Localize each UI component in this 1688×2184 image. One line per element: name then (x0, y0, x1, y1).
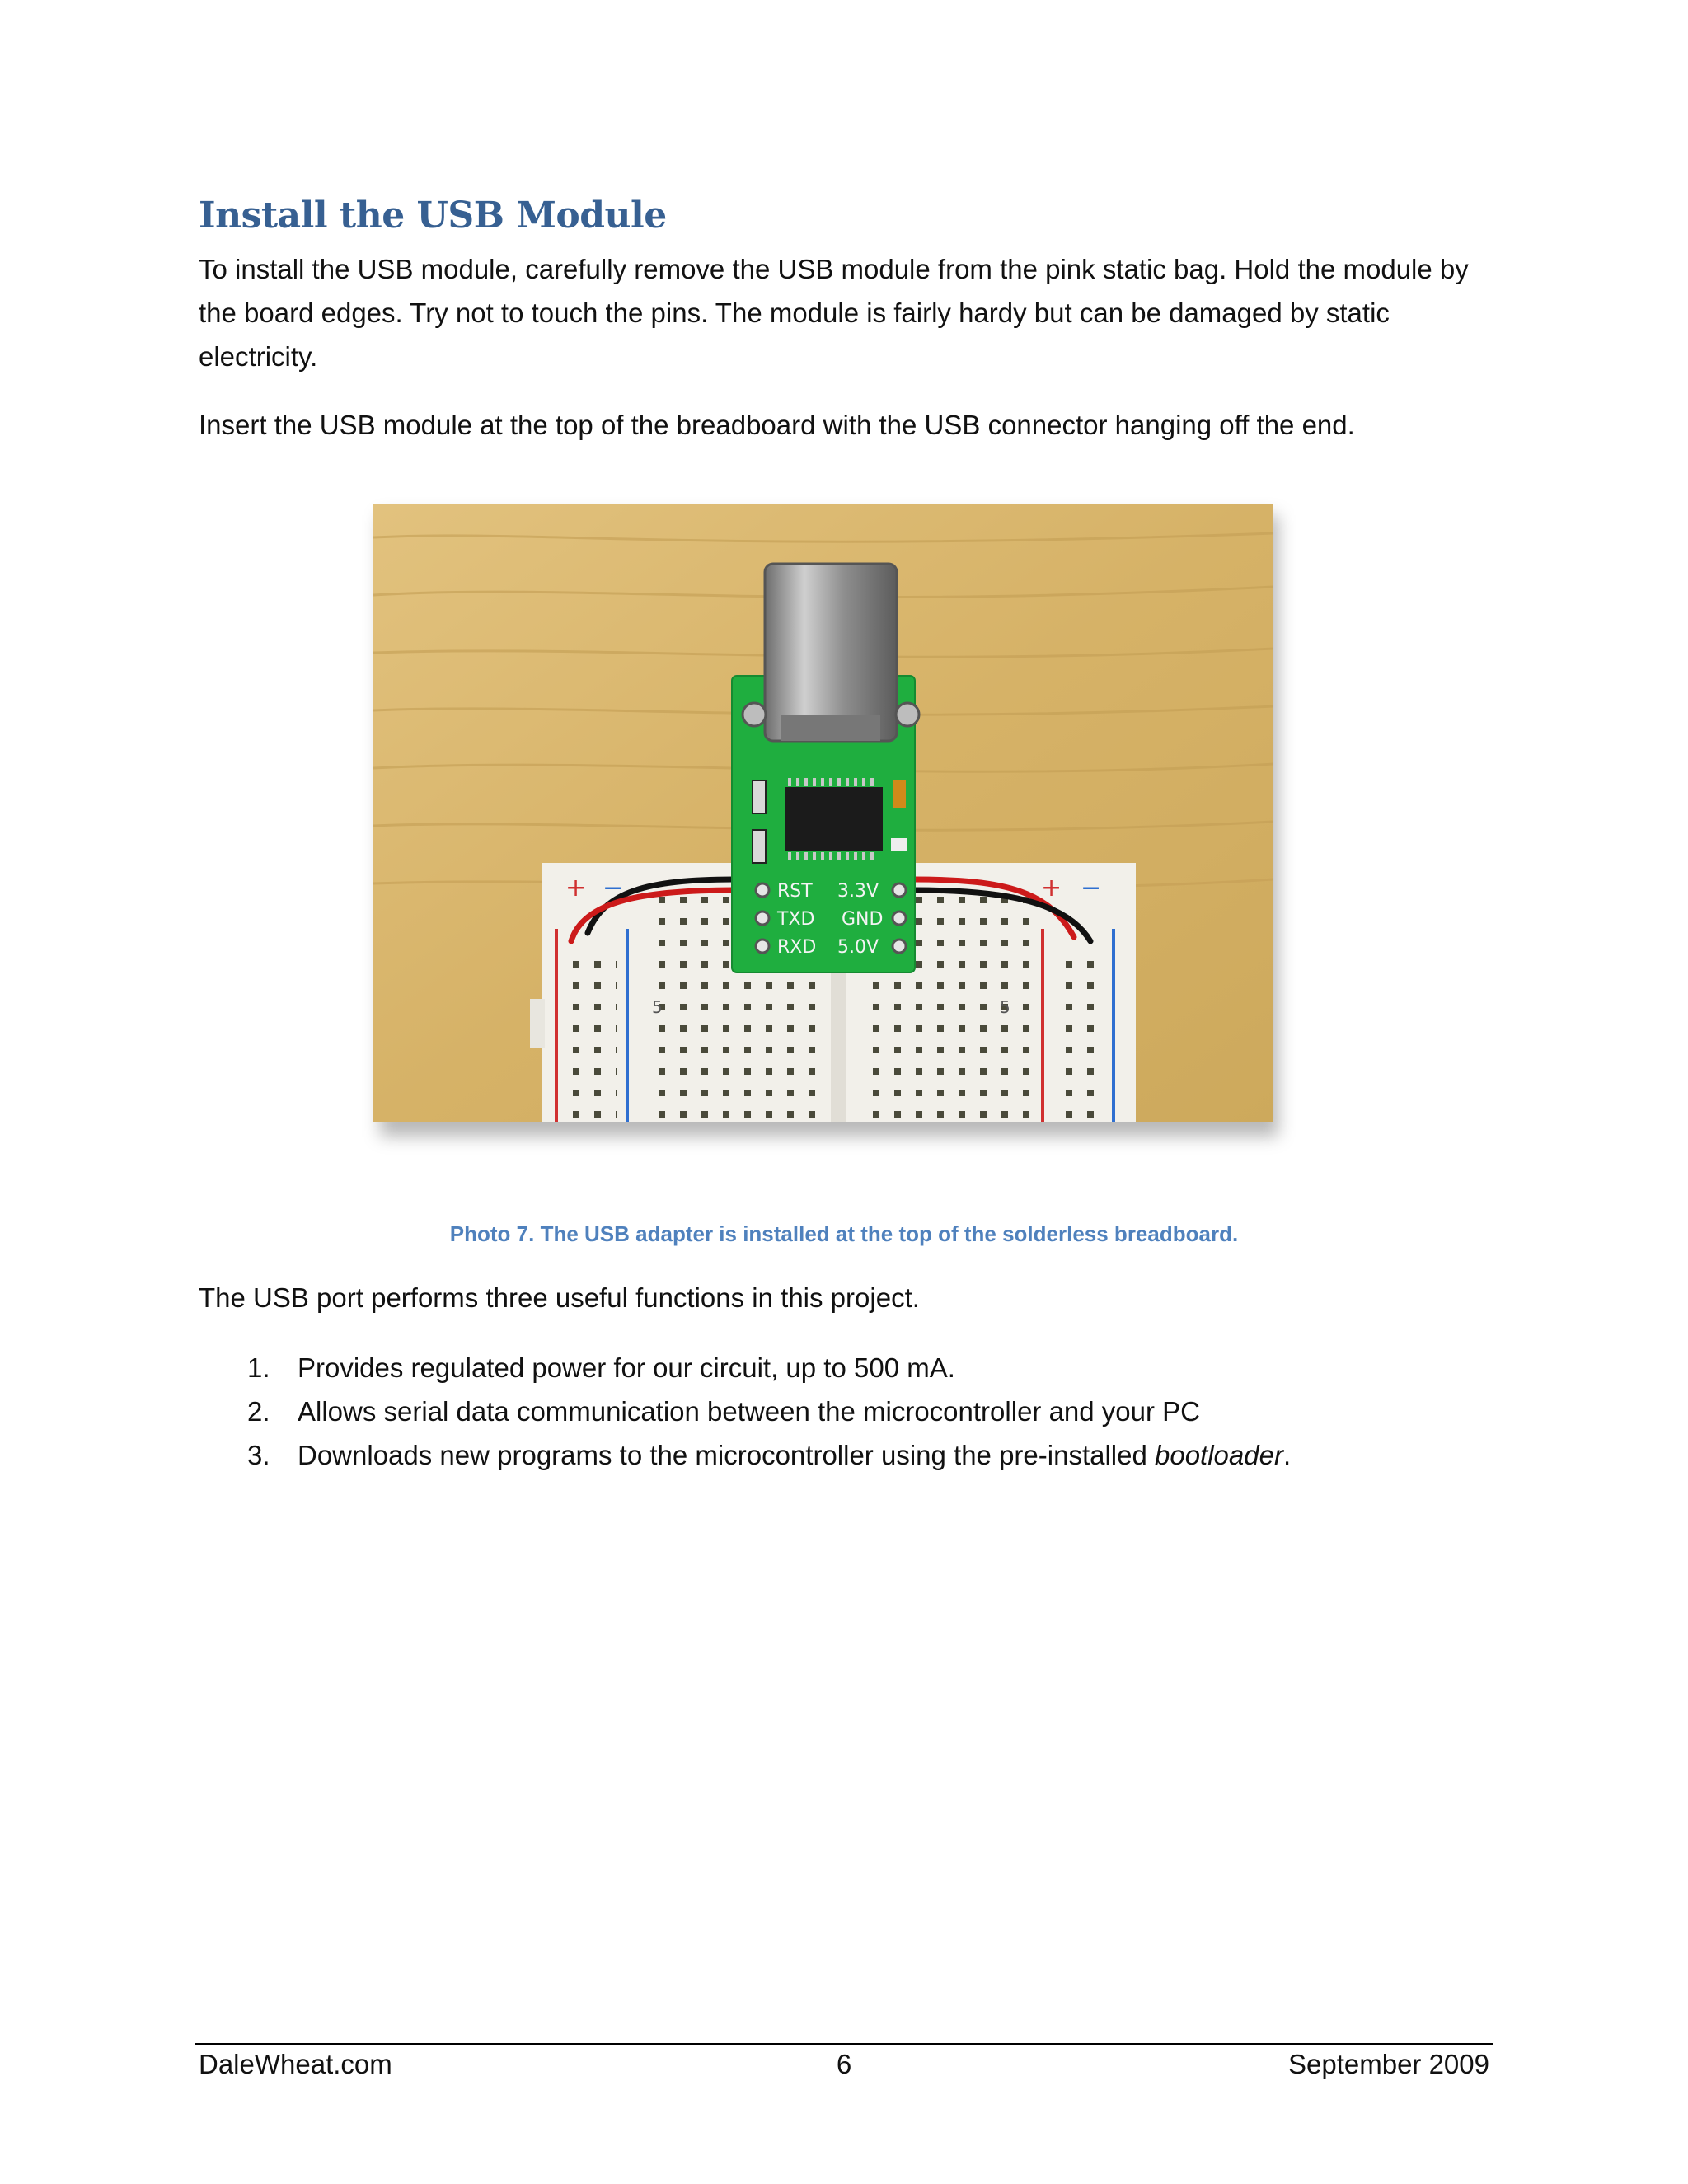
minus-rail-left: − (603, 874, 624, 902)
photo-caption: Photo 7. The USB adapter is installed at the top of the solderless breadboard. (449, 1221, 1239, 1246)
plus-rail-left: + (565, 874, 587, 902)
pcb-label-3v3: 3.3V (837, 881, 879, 902)
footer-date: September 2009 (1287, 2049, 1489, 2079)
row-number-right: 5 (1000, 997, 1010, 1017)
photo-illustration (373, 504, 1273, 1122)
list-number: 3. (247, 1440, 270, 1470)
pcb-label-rst: RST (777, 881, 813, 902)
pcb-label-rxd: RXD (777, 937, 817, 958)
footer-page-number: 6 (836, 2049, 852, 2079)
usb-connector (743, 564, 919, 741)
usb-module-photo (373, 504, 1273, 1122)
pcb-label-5v0: 5.0V (837, 937, 879, 958)
footer-rule (195, 2043, 1493, 2045)
minus-rail-right: − (1081, 874, 1102, 902)
list-number: 1. (247, 1352, 270, 1383)
insert-instruction-paragraph: Insert the USB module at the top of the breadboard with the USB connector hanging off the end. (199, 410, 1355, 440)
list-text: Provides regulated power for our circuit, up to 500 mA. (298, 1352, 955, 1383)
intro-paragraph: To install the USB module, carefully remove the USB module from the pink static bag. Hold the module by the board edges. Try not to touch the pins. The module is fairly hardy but can be damaged by static electricity. (199, 254, 1469, 372)
footer-site: DaleWheat.com (199, 2049, 392, 2079)
list-number: 2. (247, 1396, 270, 1427)
plus-rail-right: + (1041, 874, 1062, 902)
pcb-label-txd: TXD (777, 909, 815, 930)
list-text-end: . (1282, 1440, 1292, 1470)
row-number-left: 5 (652, 997, 663, 1017)
bootloader-emphasis: bootloader (1155, 1440, 1283, 1470)
list-text: Allows serial data communication between the microcontroller and your PC (298, 1396, 1201, 1427)
functions-intro-paragraph: The USB port performs three useful functions in this project. (199, 1282, 920, 1313)
list-text-main: Downloads new programs to the microcontroller using the pre-installed (298, 1440, 1155, 1470)
section-heading: Install the USB Module (199, 194, 667, 237)
list-text (298, 1433, 1291, 1477)
pcb-label-gnd: GND (842, 909, 884, 930)
